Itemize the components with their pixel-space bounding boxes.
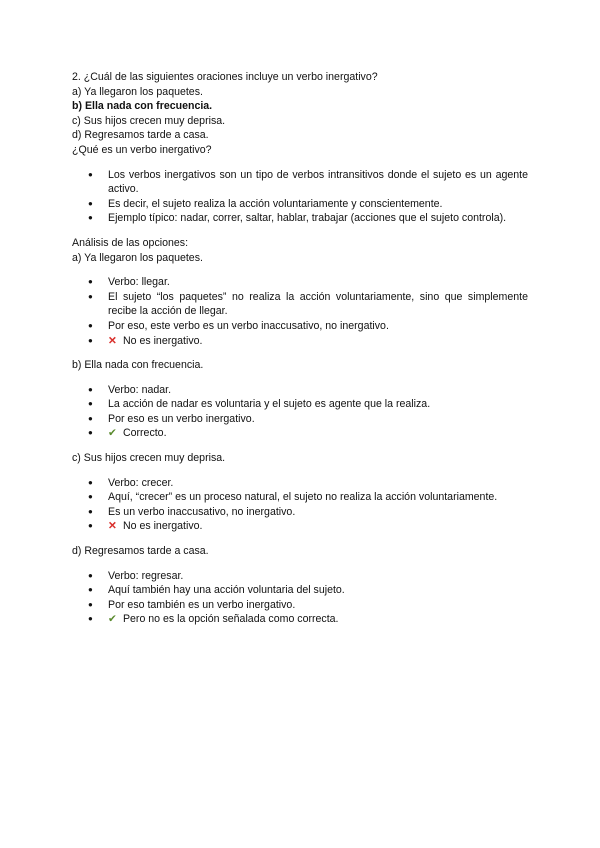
- definition-title: ¿Qué es un verbo inergativo?: [72, 143, 212, 156]
- analysis-list-c: [72, 476, 528, 534]
- list-item: [72, 334, 528, 349]
- option-a: a) Ya llegaron los paquetes.: [72, 85, 203, 98]
- list-item: ● Aquí también hay una acción voluntaria del sujeto.: [72, 583, 528, 598]
- definition-list: [72, 168, 528, 226]
- list-item: ● Por eso es un verbo inergativo.: [72, 412, 528, 427]
- analysis-heading-a: a) Ya llegaron los paquetes.: [72, 251, 203, 264]
- option-c: c) Sus hijos crecen muy deprisa.: [72, 114, 226, 127]
- list-item: ● Aquí, “crecer” es un proceso natural, el sujeto no realiza la acción voluntariamente.: [72, 490, 528, 505]
- analysis-list-d: [72, 569, 528, 627]
- list-item: ● Verbo: llegar.: [72, 275, 528, 290]
- list-item: [72, 519, 528, 534]
- list-item: [72, 426, 528, 441]
- list-item: ● Los verbos inergativos son un tipo de verbos intransitivos donde el sujeto es un agente activo.: [72, 168, 528, 197]
- list-item: ● El sujeto “los paquetes” no realiza la acción voluntariamente, sino que simplemente recibe la acción de llegar.: [72, 290, 528, 319]
- list-item: ● Es un verbo inaccusativo, no inergativo.: [72, 505, 528, 520]
- analysis-list-b: [72, 383, 528, 441]
- verdict-text: No es inergativo.: [122, 334, 203, 347]
- analysis-title: Análisis de las opciones:: [72, 236, 189, 249]
- analysis-heading-c: c) Sus hijos crecen muy deprisa.: [72, 452, 226, 465]
- verdict-text: Pero no es la opción señalada como correcta.: [122, 613, 339, 626]
- check-mark-icon: ✔: [108, 427, 117, 440]
- cross-mark-icon: ✕: [108, 520, 117, 533]
- option-d: d) Regresamos tarde a casa.: [72, 129, 209, 142]
- list-item: ● Es decir, el sujeto realiza la acción voluntariamente y conscientemente.: [72, 197, 528, 212]
- list-item: ● La acción de nadar es voluntaria y el sujeto es agente que la realiza.: [72, 397, 528, 412]
- list-item: ● Verbo: crecer.: [72, 476, 528, 491]
- verdict-text: Correcto.: [122, 427, 167, 440]
- verdict-text: No es inergativo.: [122, 520, 203, 533]
- list-item: [72, 612, 528, 627]
- list-item: ● Verbo: nadar.: [72, 383, 528, 398]
- list-item: ● Ejemplo típico: nadar, correr, saltar, hablar, trabajar (acciones que el sujeto controla).: [72, 211, 528, 226]
- check-mark-icon: ✔: [108, 613, 117, 626]
- question-title: 2. ¿Cuál de las siguientes oraciones incluye un verbo inergativo?: [72, 71, 378, 83]
- list-item: ● Verbo: regresar.: [72, 569, 528, 584]
- list-item: ● Por eso, este verbo es un verbo inaccusativo, no inergativo.: [72, 319, 528, 334]
- analysis-heading-b: b) Ella nada con frecuencia.: [72, 359, 204, 372]
- list-item: ● Por eso también es un verbo inergativo.: [72, 598, 528, 613]
- analysis-heading-d: d) Regresamos tarde a casa.: [72, 545, 209, 558]
- document-page: [72, 70, 528, 637]
- cross-mark-icon: ✕: [108, 334, 117, 347]
- option-b: b) Ella nada con frecuencia.: [72, 100, 213, 113]
- analysis-list-a: [72, 275, 528, 348]
